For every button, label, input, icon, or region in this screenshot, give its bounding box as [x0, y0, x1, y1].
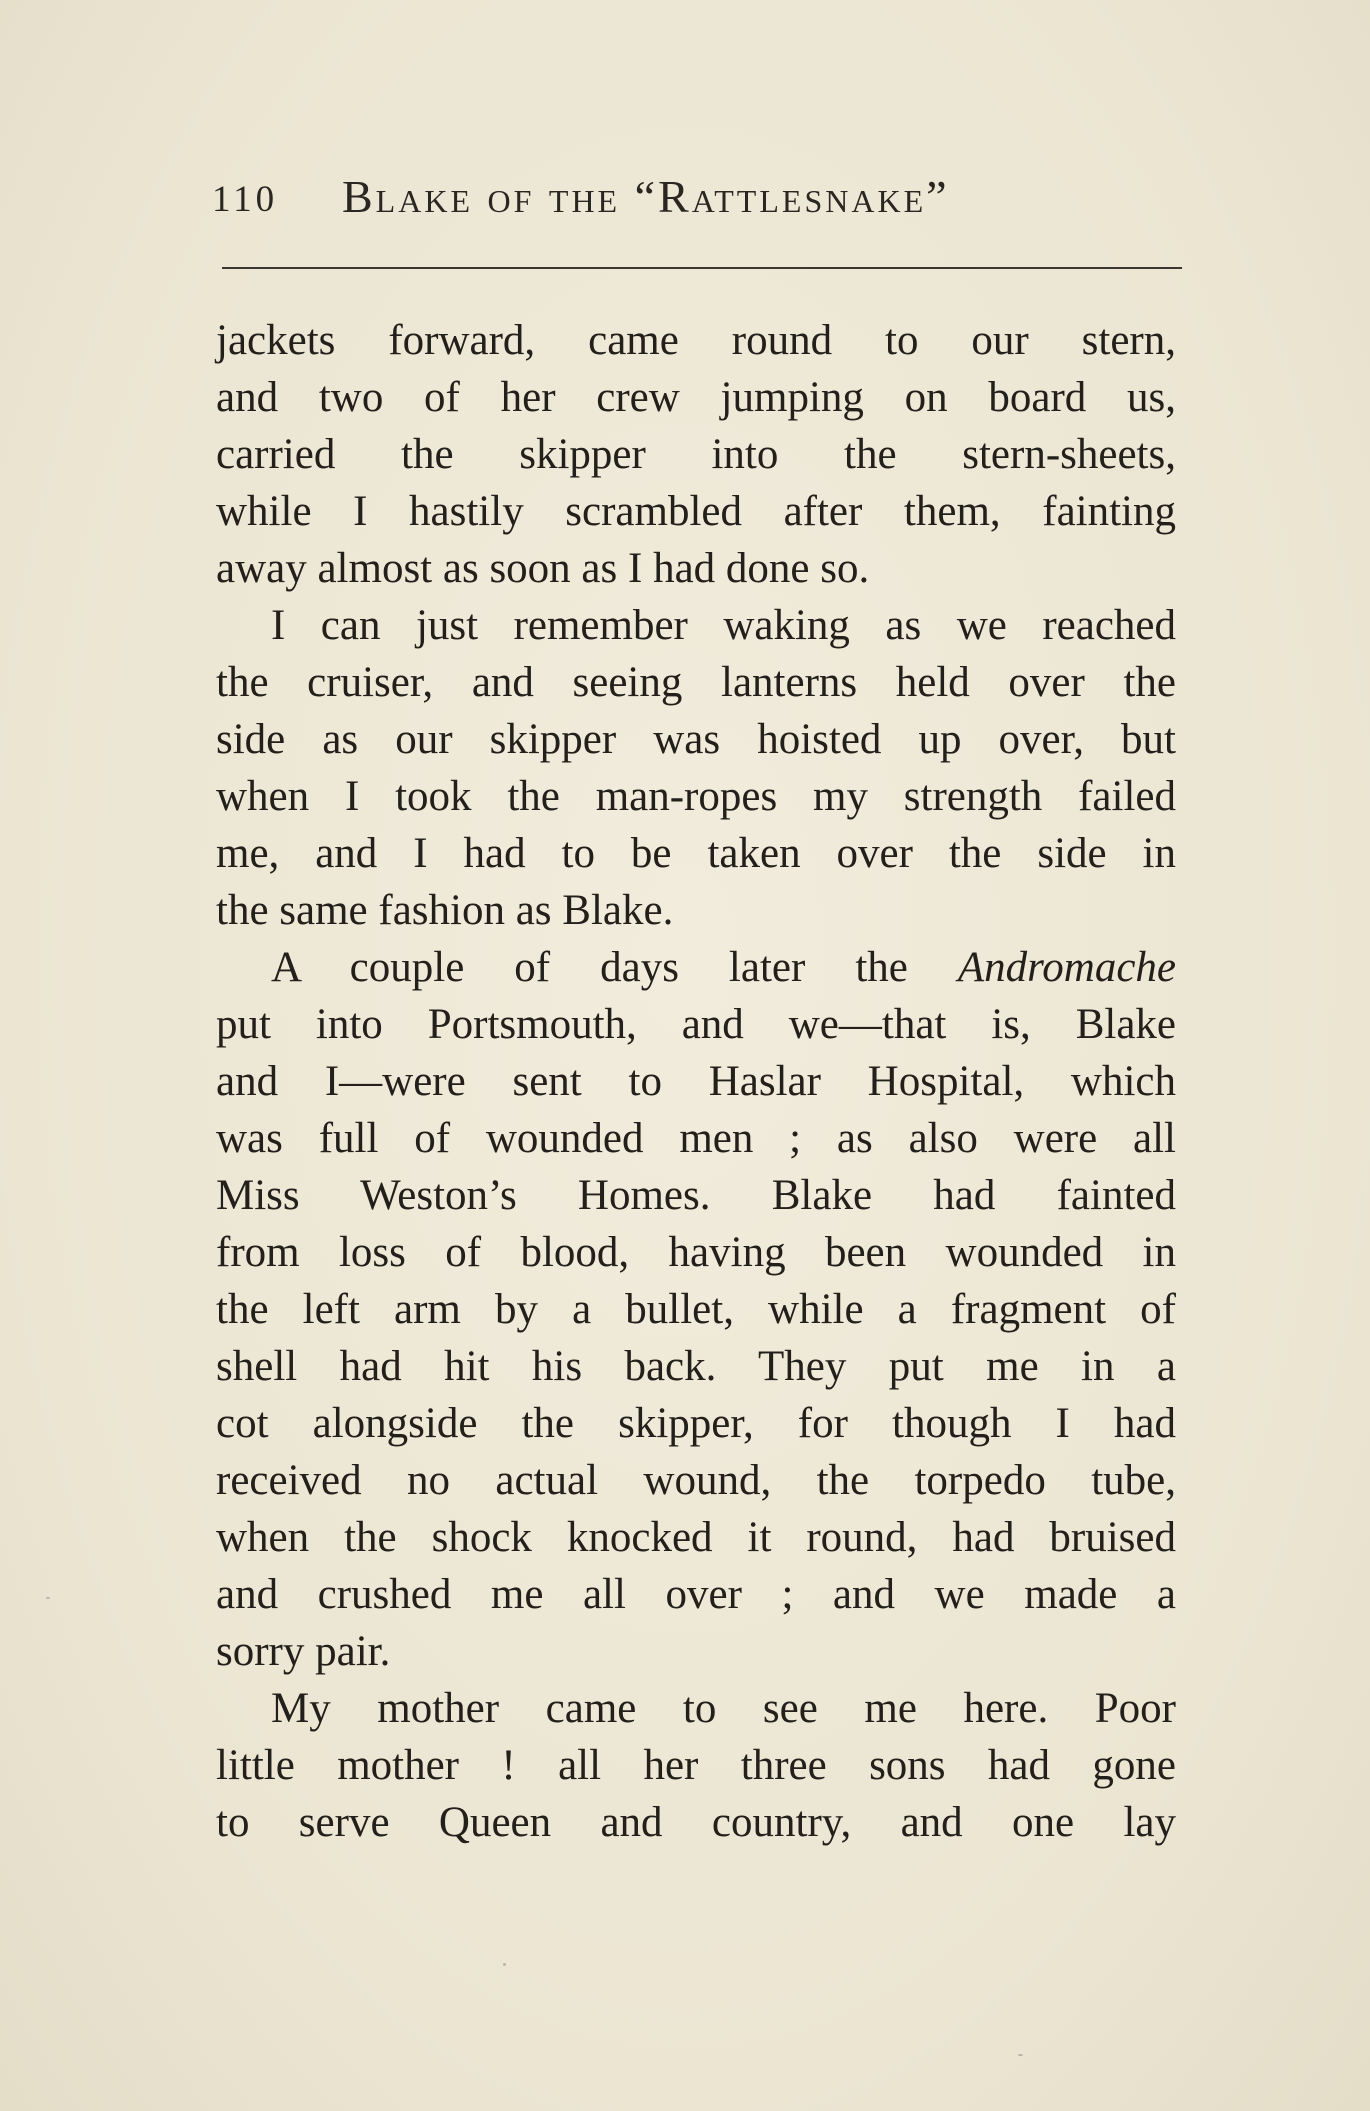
text-line: cot alongside the skipper, for though I had	[216, 1400, 1176, 1447]
text-line: and two of her crew jumping on board us,	[216, 374, 1176, 421]
header-rule	[222, 267, 1182, 269]
text-segment: A couple of days later the	[271, 944, 958, 991]
text-line: me, and I had to be taken over the side in	[216, 830, 1176, 877]
text-line: side as our skipper was hoisted up over, but	[216, 716, 1176, 763]
text-line-andromache	[216, 939, 1176, 996]
text-line: sorry pair.	[216, 1628, 391, 1675]
text-line: to serve Queen and country, and one lay	[216, 1799, 1176, 1846]
text-line: received no actual wound, the torpedo tube,	[216, 1457, 1176, 1504]
text-line: Miss Weston’s Homes. Blake had fainted	[216, 1172, 1176, 1219]
body-text	[216, 312, 1176, 1851]
paper-speck	[1018, 2054, 1023, 2056]
text-line: jackets forward, came round to our stern,	[216, 317, 1176, 364]
text-line: My mother came to see me here. Poor	[271, 1685, 1176, 1732]
text-line: when I took the man-ropes my strength failed	[216, 773, 1176, 820]
text-line: put into Portsmouth, and we—that is, Blake	[216, 1001, 1176, 1048]
text-line: I can just remember waking as we reached	[271, 602, 1176, 649]
text-line: was full of wounded men ; as also were all	[216, 1115, 1176, 1162]
text-line: when the shock knocked it round, had bruised	[216, 1514, 1176, 1561]
paper-speck	[46, 1597, 50, 1599]
text-line: carried the skipper into the stern-sheets,	[216, 431, 1176, 478]
text-line: and I—were sent to Haslar Hospital, which	[216, 1058, 1176, 1105]
text-line: little mother ! all her three sons had gone	[216, 1742, 1176, 1789]
text-line: while I hastily scrambled after them, fainting	[216, 488, 1176, 535]
text-line: from loss of blood, having been wounded in	[216, 1229, 1176, 1276]
text-line: away almost as soon as I had done so.	[216, 545, 870, 592]
page-header	[212, 170, 1182, 230]
ship-name: Andromache	[957, 944, 1176, 991]
text-line: the cruiser, and seeing lanterns held over the	[216, 659, 1176, 706]
text-line: the left arm by a bullet, while a fragment of	[216, 1286, 1176, 1333]
page-number: 110	[212, 179, 279, 220]
paper-speck	[503, 1963, 506, 1966]
text-line: shell had hit his back. They put me in a	[216, 1343, 1176, 1390]
text-line: the same fashion as Blake.	[216, 887, 674, 934]
running-title: Blake of the “Rattlesnake”	[342, 171, 950, 222]
text-line: and crushed me all over ; and we made a	[216, 1571, 1176, 1618]
